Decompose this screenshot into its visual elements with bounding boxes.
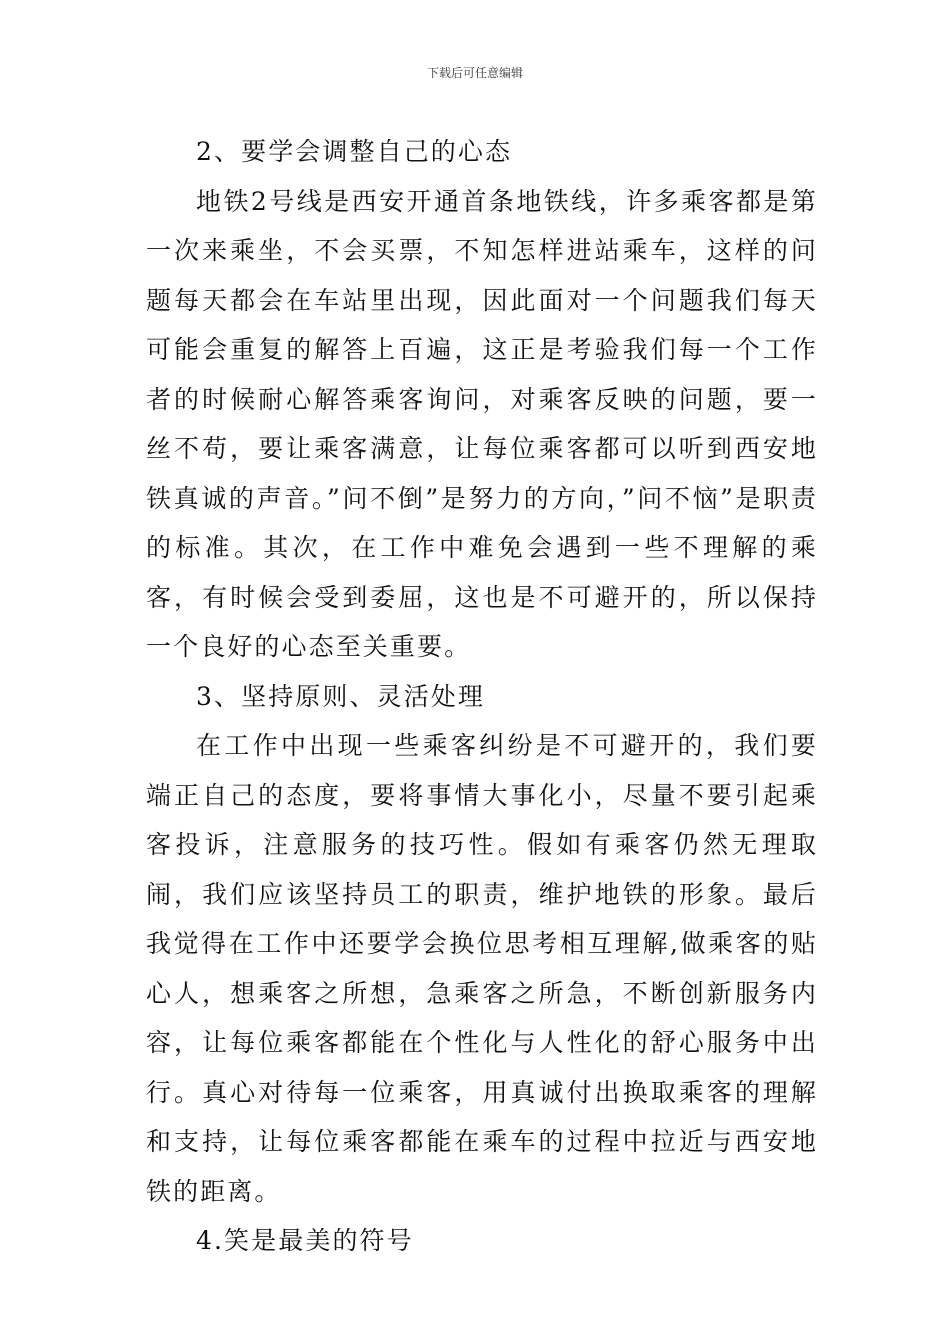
section-heading-3: 3、坚持原则、灵活处理 (196, 681, 486, 711)
section-heading-2: 2、要学会调整自己的心态 (196, 137, 513, 166)
paragraph-2: 地铁2号线是西安开通首条地铁线，许多乘客都是第一次来乘坐，不会买票，不知怎样进站乘车，这样的问题每天都会在车站里出现，因此面对一个问题我们每天可能会重复的解答上百遍，这正是考验我们每一个工作者的时候耐心解答乘客询问，对乘客反映的问题，要一丝不苟，要让乘客满意，让每位乘客都可以听到西安地铁真诚的声音。”问不倒”是努力的方向，”问不恼”是职责的标准。其次，在工作中难免会遇到一些不理解的乘客，有时候会受到委屈，这也是不可避开的，所以保持一个良好的心态至关重要。 (146, 186, 818, 661)
document-body (146, 127, 818, 1266)
section-heading-4: 4.笑是最美的符号 (196, 1226, 414, 1255)
paragraph-3: 在工作中出现一些乘客纠纷是不可避开的，我们要端正自己的态度，要将事情大事化小，尽量不要引起乘客投诉，注意服务的技巧性。假如有乘客仍然无理取闹，我们应该坚持员工的职责，维护地铁的形象。最后我觉得在工作中还要学会换位思考相互理解,做乘客的贴心人，想乘客之所想，急乘客之所急，不断创新服务内容，让每位乘客都能在个性化与人性化的舒心服务中出行。真心对待每一位乘客，用真诚付出换取乘客的理解和支持，让每位乘客都能在乘车的过程中拉近与西安地铁的距离。 (146, 731, 818, 1206)
page-header-note: 下载后可任意编辑 (426, 66, 523, 80)
